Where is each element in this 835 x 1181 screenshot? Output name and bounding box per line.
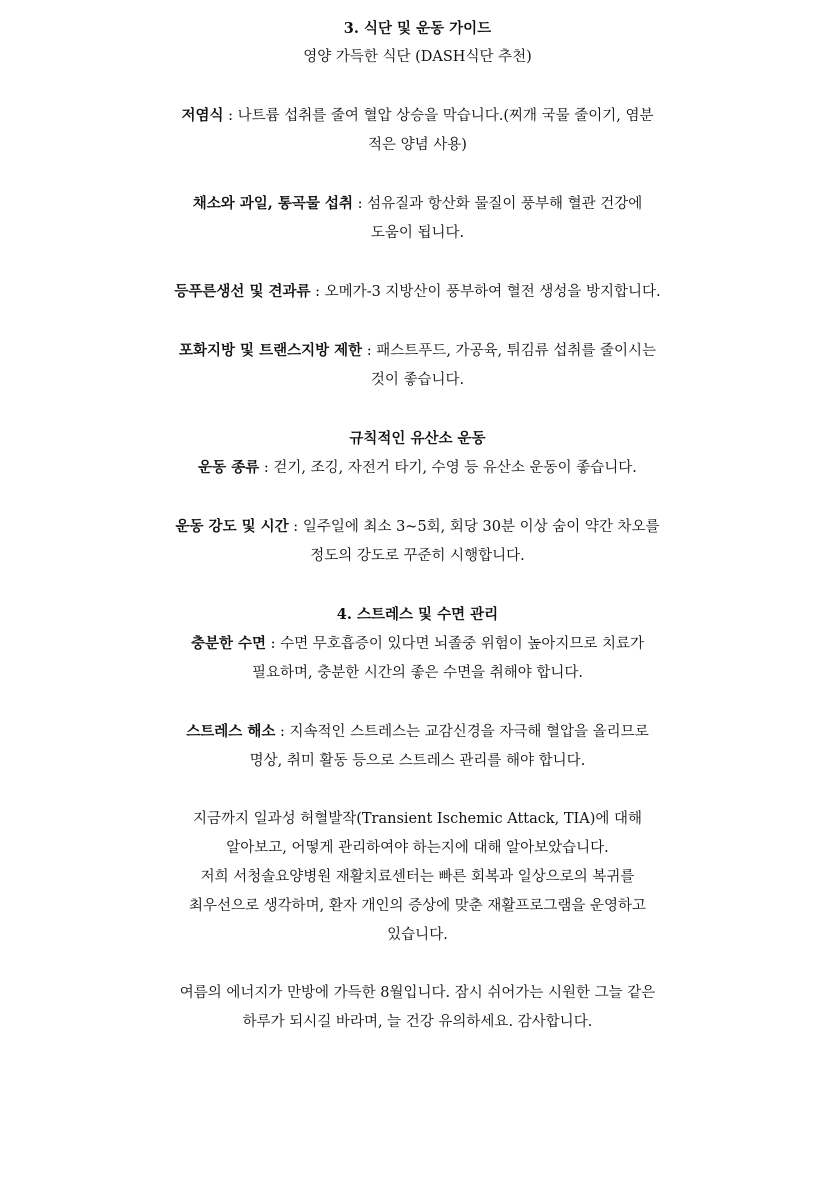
item-text-line2: 필요하며, 충분한 시간의 좋은 수면을 취해야 합니다. bbox=[251, 665, 584, 681]
item-text-line1: 수면 무호흡증이 있다면 뇌졸중 위험이 높아지므로 치료가 bbox=[280, 636, 645, 652]
document-body bbox=[110, 14, 725, 1037]
item-label: 운동 강도 및 시간 bbox=[175, 518, 289, 535]
item-text-line2: 것이 좋습니다. bbox=[370, 372, 465, 388]
item-separator: : bbox=[259, 460, 274, 476]
closing-paragraph-greeting bbox=[110, 979, 725, 1037]
sleep-item bbox=[110, 629, 725, 688]
item-separator: : bbox=[288, 519, 303, 535]
item-separator: : bbox=[223, 108, 238, 124]
paragraph-line: 저희 서청솔요양병원 재활치료센터는 빠른 회복과 일상으로의 복귀를 bbox=[200, 869, 635, 885]
item-label: 채소와 과일, 통곡물 섭취 bbox=[192, 195, 353, 212]
item-label: 운동 종류 bbox=[198, 459, 260, 476]
section-4-title: 4. 스트레스 및 수면 관리 bbox=[336, 606, 499, 623]
paragraph-line: 알아보고, 어떻게 관리하여야 하는지에 대해 알아보았습니다. bbox=[226, 840, 609, 856]
item-text-line1: 지속적인 스트레스는 교감신경을 자극해 혈압을 올리므로 bbox=[289, 724, 649, 740]
paragraph-line: 하루가 되시길 바라며, 늘 건강 유의하세요. 감사합니다. bbox=[242, 1014, 593, 1030]
item-text-line1: 섬유질과 항산화 물질이 풍부해 혈관 건강에 bbox=[367, 196, 643, 212]
diet-item-fish-nuts bbox=[110, 277, 725, 307]
exercise-title: 규칙적인 유산소 운동 bbox=[349, 430, 486, 447]
diet-item-low-salt bbox=[110, 101, 725, 160]
paragraph-line: 최우선으로 생각하며, 환자 개인의 증상에 맞춘 재활프로그램을 운영하고 bbox=[188, 898, 647, 914]
paragraph-line: 지금까지 일과성 허혈발작(Transient Ischemic Attack, TIA)에 대해 bbox=[192, 811, 643, 827]
item-text-line1: 패스트푸드, 가공육, 튀김류 섭취를 줄이시는 bbox=[376, 343, 657, 359]
section-3-title: 3. 식단 및 운동 가이드 bbox=[343, 20, 492, 37]
item-separator: : bbox=[275, 724, 290, 740]
item-label: 등푸른생선 및 견과류 bbox=[174, 283, 311, 300]
closing-paragraph-summary bbox=[110, 805, 725, 950]
diet-subtitle: 영양 가득한 식단 (DASH식단 추천) bbox=[303, 49, 532, 65]
item-text-line2: 적은 양념 사용) bbox=[368, 137, 467, 153]
exercise-item-type bbox=[110, 453, 725, 483]
item-text-line1: 걷기, 조깅, 자전거 타기, 수영 등 유산소 운동이 좋습니다. bbox=[273, 460, 637, 476]
item-text-line2: 도움이 됩니다. bbox=[370, 225, 465, 241]
item-separator: : bbox=[266, 636, 281, 652]
item-text-line2: 명상, 취미 활동 등으로 스트레스 관리를 해야 합니다. bbox=[249, 753, 586, 769]
item-text-line1: 나트륨 섭취를 줄여 혈압 상승을 막습니다.(찌개 국물 줄이기, 염분 bbox=[237, 108, 654, 124]
exercise-item-intensity bbox=[110, 512, 725, 571]
paragraph-line: 있습니다. bbox=[387, 927, 448, 943]
item-text-line1: 오메가-3 지방산이 풍부하여 혈전 생성을 방지합니다. bbox=[324, 284, 661, 300]
stress-item bbox=[110, 717, 725, 776]
item-label: 포화지방 및 트랜스지방 제한 bbox=[178, 342, 363, 359]
item-text-line2: 정도의 강도로 꾸준히 시행합니다. bbox=[310, 548, 525, 564]
diet-item-vegetables bbox=[110, 189, 725, 248]
item-label: 저염식 bbox=[181, 107, 224, 124]
paragraph-line: 여름의 에너지가 만방에 가득한 8월입니다. 잠시 쉬어가는 시원한 그늘 같은 bbox=[179, 985, 656, 1001]
item-label: 충분한 수면 bbox=[190, 635, 267, 652]
item-label: 스트레스 해소 bbox=[186, 723, 276, 740]
item-text-line1: 일주일에 최소 3~5회, 회당 30분 이상 숨이 약간 차오를 bbox=[302, 519, 660, 535]
item-separator: : bbox=[310, 284, 325, 300]
item-separator: : bbox=[362, 343, 377, 359]
diet-item-fat-limit bbox=[110, 336, 725, 395]
item-separator: : bbox=[352, 196, 368, 212]
